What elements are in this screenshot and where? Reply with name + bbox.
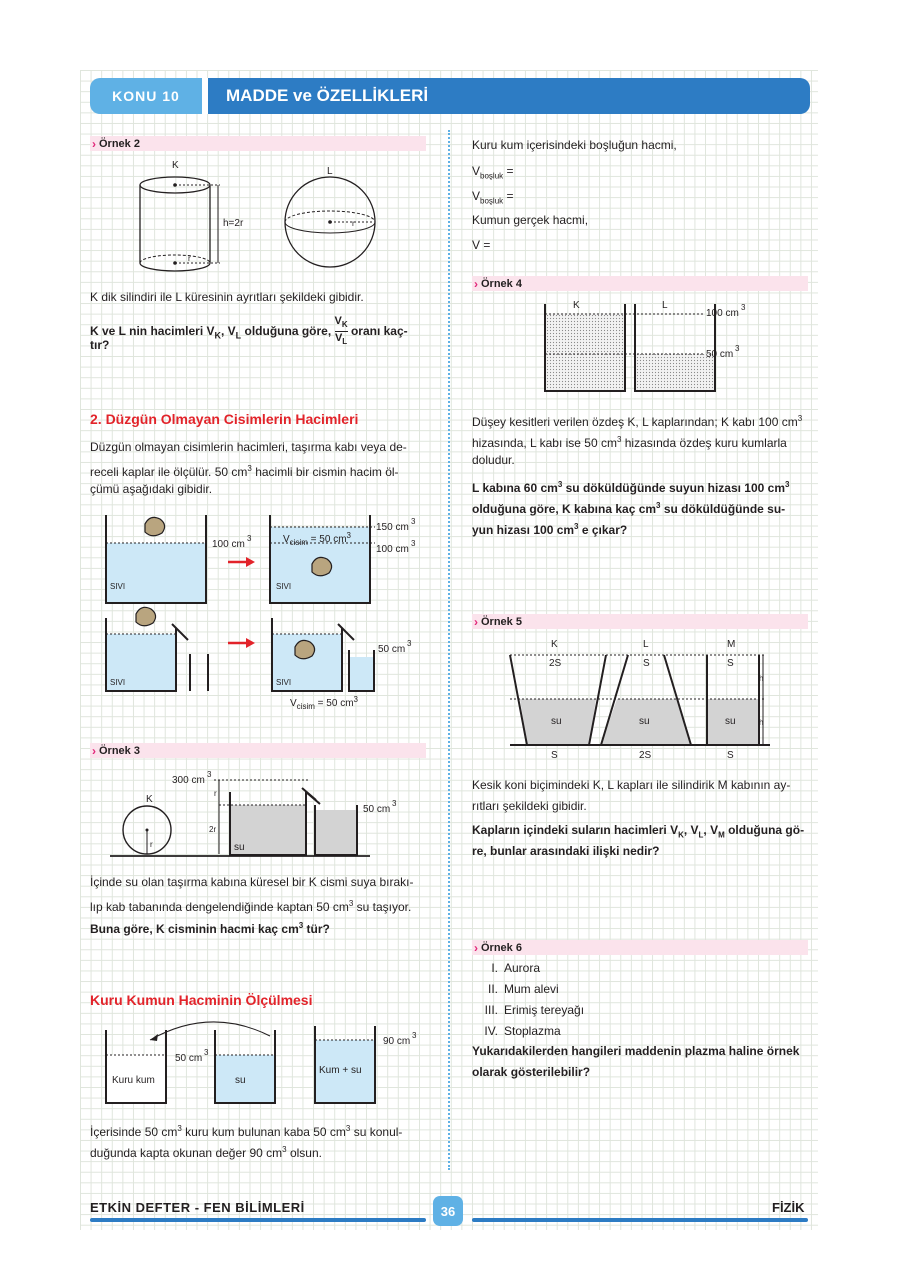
example-2-desc: K dik silindiri ile L küresinin ayrıtları şekildeki gibidir. [90, 290, 364, 304]
svg-text:300 cm: 300 cm [172, 775, 205, 786]
example-4-label: › Örnek 4 [472, 276, 808, 291]
page-number: 36 [433, 1196, 463, 1226]
svg-text:50 cm: 50 cm [706, 349, 734, 360]
example-5-label: › Örnek 5 [472, 614, 808, 629]
svg-text:su: su [725, 716, 736, 727]
svg-text:su: su [551, 716, 562, 727]
sphere-label: L [327, 166, 333, 177]
section-title-dry-sand: Kuru Kumun Hacminin Ölçülmesi [90, 992, 313, 1008]
svg-text:100 cm: 100 cm [376, 544, 409, 555]
example-6-label: › Örnek 6 [472, 940, 808, 955]
svg-text:3: 3 [411, 517, 416, 526]
svg-text:2S: 2S [549, 658, 562, 669]
svg-text:100 cm: 100 cm [706, 308, 739, 319]
svg-text:3: 3 [207, 770, 212, 779]
svg-text:su: su [639, 716, 650, 727]
svg-text:90 cm: 90 cm [383, 1036, 411, 1047]
list-item: II. Mum alevi [487, 982, 559, 996]
cylinder-sphere-figure [130, 155, 400, 275]
svg-text:3: 3 [412, 1031, 417, 1040]
svg-text:S: S [727, 658, 734, 669]
svg-text:3: 3 [741, 303, 746, 312]
svg-text:3: 3 [735, 344, 740, 353]
dry-sand-figure [100, 1018, 430, 1108]
overflow-measure-figure [100, 510, 430, 715]
svg-text:2r: 2r [209, 825, 217, 834]
svg-text:K: K [146, 794, 153, 805]
svg-text:h: h [759, 674, 764, 683]
svg-text:S: S [551, 750, 558, 761]
svg-text:r: r [352, 219, 355, 228]
svg-text:Kum + su: Kum + su [319, 1065, 362, 1076]
svg-text:50 cm: 50 cm [378, 644, 406, 655]
svg-text:r: r [188, 254, 191, 263]
svg-text:Kuru kum: Kuru kum [112, 1075, 155, 1086]
cylinder-label: K [172, 160, 179, 171]
footer-book-title: ETKİN DEFTER - FEN BİLİMLERİ [90, 1200, 305, 1215]
svg-text:SIVI: SIVI [276, 678, 292, 687]
svg-text:50 cm: 50 cm [175, 1053, 203, 1064]
chevron-right-icon: › [92, 743, 96, 758]
list-item: IV. Stoplazma [484, 1024, 561, 1038]
svg-text:SIVI: SIVI [276, 582, 292, 591]
svg-text:K: K [551, 639, 558, 650]
svg-text:2S: 2S [639, 750, 652, 761]
example-3-label: › Örnek 3 [90, 743, 426, 758]
example-2-question: K ve L nin hacimleri $V_K$, $V_L$ olduğuna göre, $\frac{V_K}{V_L}$ oranı kaç- [90, 315, 408, 347]
page-title: MADDE ve ÖZELLİKLERİ [208, 78, 810, 114]
chevron-right-icon: › [474, 614, 478, 629]
svg-text:K: K [573, 300, 580, 311]
svg-text:3: 3 [204, 1048, 209, 1057]
height-label: h=2r [223, 218, 244, 229]
footer-subject: FİZİK [772, 1200, 805, 1215]
topic-badge: KONU 10 [90, 78, 202, 114]
svg-text:Vcisim = 50 cm3: $V_{cisim} = 50$ $cm^3$ [290, 695, 358, 711]
sand-containers-figure [540, 296, 790, 396]
svg-text:su: su [234, 842, 245, 853]
example-6-list [472, 958, 584, 1042]
sphere-overflow-figure [110, 770, 430, 860]
svg-text:SIVI: SIVI [110, 582, 126, 591]
section-title-irregular: 2. Düzgün Olmayan Cisimlerin Hacimleri [90, 411, 359, 427]
svg-text:3: 3 [392, 799, 397, 808]
svg-text:S: S [727, 750, 734, 761]
svg-text:Vcisim = 50 cm3: $V_{cisim} = 50$ $cm^3$ [283, 531, 351, 547]
column-divider [448, 130, 450, 1170]
svg-text:L: L [643, 639, 649, 650]
example-2-label: › Örnek 2 [90, 136, 426, 151]
chevron-right-icon: › [474, 940, 478, 955]
list-item: III. Erimiş tereyağı [484, 1003, 585, 1017]
svg-text:L: L [662, 300, 668, 311]
svg-text:h: h [759, 718, 764, 727]
svg-text:r: r [214, 789, 217, 798]
list-item: I. Aurora [491, 961, 541, 975]
svg-text:3: 3 [411, 539, 416, 548]
svg-text:r: r [150, 840, 153, 849]
svg-text:3: 3 [247, 534, 252, 543]
svg-text:su: su [235, 1075, 246, 1086]
chevron-right-icon: › [92, 136, 96, 151]
svg-text:100 cm: 100 cm [212, 539, 245, 550]
chevron-right-icon: › [474, 276, 478, 291]
svg-text:150 cm: 150 cm [376, 522, 409, 533]
svg-text:S: S [643, 658, 650, 669]
svg-text:3: 3 [407, 639, 412, 648]
svg-text:SIVI: SIVI [110, 678, 126, 687]
svg-text:50 cm: 50 cm [363, 804, 391, 815]
svg-text:M: M [727, 639, 736, 650]
conical-containers-figure [505, 633, 785, 763]
